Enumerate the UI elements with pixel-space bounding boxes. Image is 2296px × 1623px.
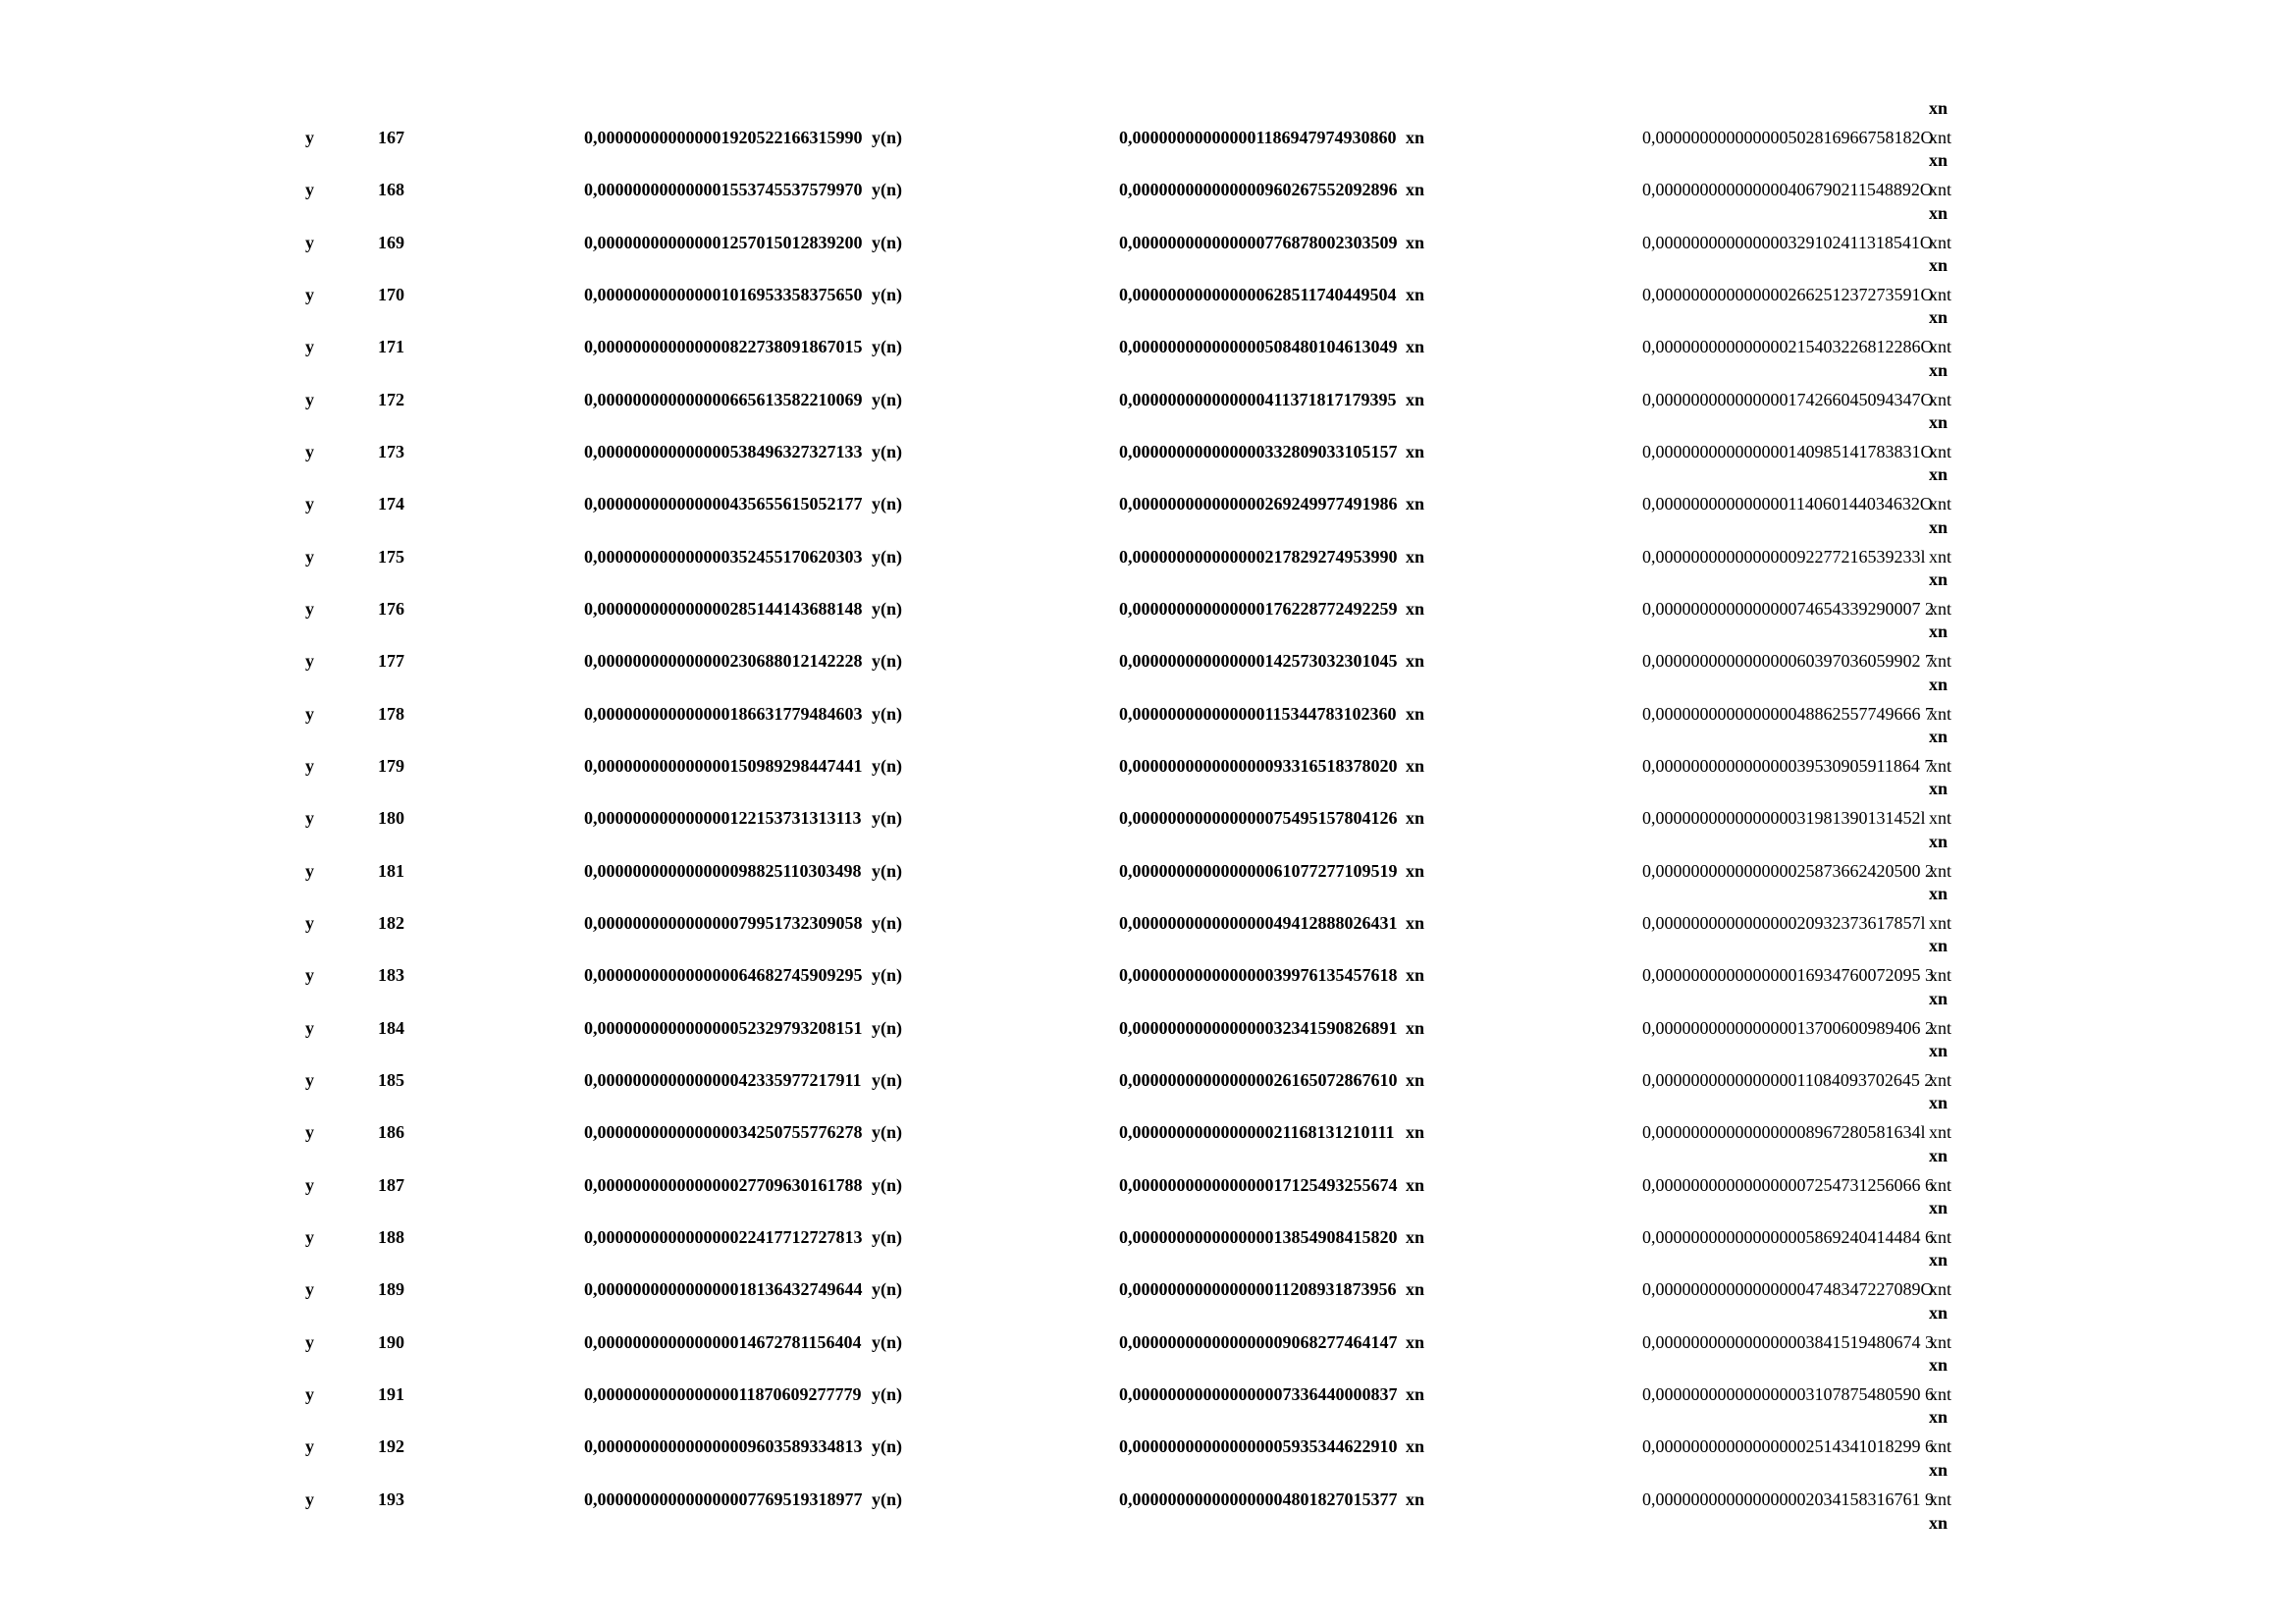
row-index: 188 <box>378 1226 404 1247</box>
xnt-suffix: xnt <box>1929 912 1952 933</box>
xnt-suffix: xnt <box>1929 1122 1952 1143</box>
xn-label: xn <box>1929 150 1949 171</box>
yn-suffix: y(n) <box>872 546 902 567</box>
xnt-suffix: xnt <box>1929 284 1952 304</box>
xn-value: 0,000000000000000026165072867610 <box>1119 1069 1398 1090</box>
yn-suffix: y(n) <box>872 651 902 672</box>
xn-suffix: xn <box>1406 441 1425 461</box>
xn-label: xn <box>1929 1093 1949 1113</box>
xnt-suffix: xnt <box>1929 1069 1952 1090</box>
row-y-label: y <box>305 703 314 724</box>
yn-suffix: y(n) <box>872 703 902 724</box>
xnt-suffix: xnt <box>1929 860 1952 881</box>
row-index: 180 <box>378 808 404 829</box>
yn-value: 0,000000000000000435655615052177 <box>584 494 863 514</box>
xn-label: xn <box>1929 1145 1949 1165</box>
yn-suffix: y(n) <box>872 912 902 933</box>
table-row <box>0 694 2296 733</box>
row-y-label: y <box>305 546 314 567</box>
xnt-suffix: xnt <box>1929 441 1952 461</box>
xn-value: 0,000000000000000013854908415820 <box>1119 1226 1398 1247</box>
xnt-suffix: xnt <box>1929 598 1952 619</box>
row-y-label: y <box>305 860 314 881</box>
row-index: 193 <box>378 1488 404 1509</box>
yn-value: 0,000000000000001920522166315990 <box>584 128 863 147</box>
xnt-value: 0,000000000000000008967280581634l <box>1642 1122 1926 1143</box>
xnt-value: 0,000000000000000406790211548892O <box>1642 180 1933 200</box>
xnt-value: 0,000000000000000266251237273591O <box>1642 284 1934 304</box>
xn-suffix: xn <box>1406 1436 1425 1457</box>
row-index: 171 <box>378 337 404 357</box>
xnt-suffix: xnt <box>1929 703 1952 724</box>
table-row <box>0 1427 2296 1466</box>
xn-value: 0,000000000000000061077277109519 <box>1119 860 1398 881</box>
row-y-label: y <box>305 232 314 252</box>
row-y-label: y <box>305 1383 314 1404</box>
xn-value: 0,000000000000000005935344622910 <box>1119 1436 1398 1457</box>
xn-value: 0,000000000000000049412888026431 <box>1119 912 1398 933</box>
yn-suffix: y(n) <box>872 1279 902 1300</box>
xn-value: 0,000000000000000776878002303509 <box>1119 232 1398 252</box>
xnt-suffix: xnt <box>1929 965 1952 986</box>
yn-suffix: y(n) <box>872 1017 902 1038</box>
xn-suffix: xn <box>1406 1226 1425 1247</box>
row-index: 168 <box>378 180 404 200</box>
yn-suffix: y(n) <box>872 494 902 514</box>
xnt-value: 0,000000000000000025873662420500 2 <box>1642 860 1934 881</box>
yn-value: 0,000000000000001016953358375650 <box>584 284 863 304</box>
table-row <box>0 1480 2296 1519</box>
yn-value: 0,000000000000000042335977217911 <box>584 1069 862 1090</box>
xn-label: xn <box>1929 1040 1949 1060</box>
xn-label: xn <box>1929 254 1949 275</box>
row-index: 167 <box>378 128 404 147</box>
xn-suffix: xn <box>1406 1331 1425 1352</box>
xn-suffix: xn <box>1406 651 1425 672</box>
table-row <box>0 1008 2296 1048</box>
row-y-label: y <box>305 1017 314 1038</box>
yn-suffix: y(n) <box>872 1122 902 1143</box>
table-row <box>0 170 2296 209</box>
row-index: 187 <box>378 1174 404 1195</box>
row-y-label: y <box>305 1279 314 1300</box>
xn-label: xn <box>1929 307 1949 328</box>
xn-value: 0,000000000000000115344783102360 <box>1119 703 1397 724</box>
yn-value: 0,000000000000000538496327327133 <box>584 441 863 461</box>
yn-value: 0,000000000000000007769519318977 <box>584 1488 863 1509</box>
xn-value: 0,000000000000000960267552092896 <box>1119 180 1398 200</box>
row-index: 189 <box>378 1279 404 1300</box>
xnt-suffix: xnt <box>1929 1488 1952 1509</box>
row-y-label: y <box>305 912 314 933</box>
row-index: 174 <box>378 494 404 514</box>
xnt-suffix: xnt <box>1929 1436 1952 1457</box>
row-index: 169 <box>378 232 404 252</box>
xn-label: xn <box>1929 359 1949 380</box>
row-y-label: y <box>305 1331 314 1352</box>
xn-value: 0,000000000000000628511740449504 <box>1119 284 1397 304</box>
xnt-suffix: xnt <box>1929 232 1952 252</box>
xn-label: xn <box>1929 1459 1949 1480</box>
row-y-label: y <box>305 180 314 200</box>
xnt-suffix: xnt <box>1929 1383 1952 1404</box>
xn-suffix: xn <box>1406 1383 1425 1404</box>
xnt-suffix: xnt <box>1929 546 1952 567</box>
xn-suffix: xn <box>1406 389 1425 409</box>
row-index: 176 <box>378 598 404 619</box>
row-y-label: y <box>305 441 314 461</box>
xnt-suffix: xnt <box>1929 494 1952 514</box>
xnt-value: 0,000000000000000003107875480590 6 <box>1642 1383 1934 1404</box>
row-index: 192 <box>378 1436 404 1457</box>
yn-value: 0,000000000000000018136432749644 <box>584 1279 863 1300</box>
row-y-label: y <box>305 1069 314 1090</box>
row-y-label: y <box>305 389 314 409</box>
xn-suffix: xn <box>1406 232 1425 252</box>
xn-value: 0,000000000000000017125493255674 <box>1119 1174 1398 1195</box>
yn-suffix: y(n) <box>872 180 902 200</box>
xnt-value: 0,000000000000000016934760072095 3 <box>1642 965 1934 986</box>
xnt-suffix: xnt <box>1929 1331 1952 1352</box>
row-y-label: y <box>305 1174 314 1195</box>
table-row <box>0 1060 2296 1100</box>
yn-suffix: y(n) <box>872 337 902 357</box>
yn-value: 0,000000000000000022417712727813 <box>584 1226 863 1247</box>
table-row <box>0 537 2296 576</box>
xn-suffix: xn <box>1406 965 1425 986</box>
xnt-value: 0,000000000000000013700600989406 2 <box>1642 1017 1934 1038</box>
xn-value: 0,000000000000000007336440000837 <box>1119 1383 1398 1404</box>
row-index: 186 <box>378 1122 404 1143</box>
xnt-value: 0,000000000000000114060144034632O <box>1642 494 1933 514</box>
yn-value: 0,000000000000001257015012839200 <box>584 232 863 252</box>
xnt-suffix: xnt <box>1929 128 1952 147</box>
row-index: 181 <box>378 860 404 881</box>
row-y-label: y <box>305 808 314 829</box>
row-y-label: y <box>305 494 314 514</box>
row-y-label: y <box>305 1436 314 1457</box>
yn-value: 0,000000000000000011870609277779 <box>584 1383 862 1404</box>
xn-suffix: xn <box>1406 1488 1425 1509</box>
yn-value: 0,000000000000000079951732309058 <box>584 912 863 933</box>
xnt-suffix: xnt <box>1929 651 1952 672</box>
xnt-suffix: xnt <box>1929 1174 1952 1195</box>
yn-value: 0,000000000000000822738091867015 <box>584 337 863 357</box>
row-index: 172 <box>378 389 404 409</box>
xn-value: 0,000000000000000093316518378020 <box>1119 755 1398 776</box>
yn-suffix: y(n) <box>872 1331 902 1352</box>
xn-label: xn <box>1929 1354 1949 1375</box>
row-y-label: y <box>305 128 314 147</box>
xn-suffix: xn <box>1406 598 1425 619</box>
xn-suffix: xn <box>1406 703 1425 724</box>
xn-label: xn <box>1929 1512 1949 1533</box>
xn-value: 0,000000000000000021168131210111 <box>1119 1122 1395 1143</box>
xnt-suffix: xnt <box>1929 389 1952 409</box>
yn-value: 0,000000000000000009603589334813 <box>584 1436 863 1457</box>
table-row <box>0 746 2296 785</box>
xnt-value: 0,000000000000000502816966758182O <box>1642 128 1934 147</box>
xn-suffix: xn <box>1406 180 1425 200</box>
xnt-value: 0,000000000000000074654339290007 2 <box>1642 598 1934 619</box>
xn-value: 0,000000000000000032341590826891 <box>1119 1017 1398 1038</box>
xn-value: 0,000000000000000411371817179395 <box>1119 389 1397 409</box>
xnt-value: 0,000000000000000007254731256066 6 <box>1642 1174 1934 1195</box>
xnt-suffix: xnt <box>1929 180 1952 200</box>
xn-suffix: xn <box>1406 1122 1425 1143</box>
xn-suffix: xn <box>1406 755 1425 776</box>
table-row <box>0 851 2296 891</box>
xn-label: xn <box>1929 779 1949 799</box>
yn-suffix: y(n) <box>872 598 902 619</box>
yn-suffix: y(n) <box>872 1488 902 1509</box>
yn-value: 0,000000000000000052329793208151 <box>584 1017 863 1038</box>
row-index: 183 <box>378 965 404 986</box>
xn-label: xn <box>1929 1407 1949 1428</box>
row-y-label: y <box>305 598 314 619</box>
xnt-value: 0,000000000000000039530905911864 7 <box>1642 755 1934 776</box>
xnt-suffix: xnt <box>1929 808 1952 829</box>
yn-suffix: y(n) <box>872 284 902 304</box>
yn-value: 0,000000000000001553745537579970 <box>584 180 863 200</box>
row-y-label: y <box>305 965 314 986</box>
xnt-suffix: xnt <box>1929 337 1952 357</box>
xnt-suffix: xnt <box>1929 755 1952 776</box>
xn-suffix: xn <box>1406 546 1425 567</box>
row-index: 190 <box>378 1331 404 1352</box>
xnt-value: 0,000000000000000002514341018299 6 <box>1642 1436 1934 1457</box>
row-y-label: y <box>305 284 314 304</box>
yn-value: 0,000000000000000064682745909295 <box>584 965 863 986</box>
xn-label: xn <box>1929 568 1949 589</box>
xnt-value: 0,000000000000000140985141783831O <box>1642 441 1934 461</box>
xn-label: xn <box>1929 674 1949 694</box>
xn-suffix: xn <box>1406 494 1425 514</box>
xn-label: xn <box>1929 98 1949 118</box>
table-row <box>0 955 2296 995</box>
row-index: 185 <box>378 1069 404 1090</box>
xn-value: 0,000000000000000176228772492259 <box>1119 598 1398 619</box>
xn-suffix: xn <box>1406 808 1425 829</box>
table-row <box>0 223 2296 262</box>
yn-suffix: y(n) <box>872 965 902 986</box>
xn-label: xn <box>1929 1197 1949 1217</box>
row-index: 184 <box>378 1017 404 1038</box>
xn-label: xn <box>1929 622 1949 642</box>
xnt-value: 0,000000000000000005869240414484 6 <box>1642 1226 1934 1247</box>
xn-label: xn <box>1929 831 1949 851</box>
table-row <box>0 589 2296 628</box>
yn-value: 0,000000000000000285144143688148 <box>584 598 863 619</box>
table-row <box>0 327 2296 366</box>
yn-suffix: y(n) <box>872 755 902 776</box>
xnt-value: 0,000000000000000020932373617857l <box>1642 912 1926 933</box>
row-index: 173 <box>378 441 404 461</box>
xn-label: xn <box>1929 936 1949 956</box>
row-index: 191 <box>378 1383 404 1404</box>
xn-label: xn <box>1929 1302 1949 1323</box>
table-row <box>0 380 2296 419</box>
table-row <box>0 1217 2296 1257</box>
table-row <box>0 1375 2296 1414</box>
yn-suffix: y(n) <box>872 1436 902 1457</box>
xnt-suffix: xnt <box>1929 1279 1952 1300</box>
xn-value: 0,000000000000000004801827015377 <box>1119 1488 1398 1509</box>
xn-suffix: xn <box>1406 860 1425 881</box>
row-y-label: y <box>305 337 314 357</box>
xn-label: xn <box>1929 464 1949 485</box>
row-y-label: y <box>305 1122 314 1143</box>
xnt-value: 0,000000000000000004748347227089O <box>1642 1279 1934 1300</box>
table-row <box>0 484 2296 523</box>
row-y-label: y <box>305 755 314 776</box>
xn-value: 0,000000000000000039976135457618 <box>1119 965 1398 986</box>
xnt-value: 0,000000000000000174266045094347O <box>1642 389 1934 409</box>
yn-value: 0,000000000000000665613582210069 <box>584 389 863 409</box>
table-row <box>0 118 2296 157</box>
xnt-value: 0,000000000000000048862557749666 7 <box>1642 703 1934 724</box>
row-y-label: y <box>305 1488 314 1509</box>
xn-suffix: xn <box>1406 1017 1425 1038</box>
xn-value: 0,000000000000000508480104613049 <box>1119 337 1398 357</box>
xnt-value: 0,000000000000000092277216539233l <box>1642 546 1926 567</box>
xn-label: xn <box>1929 516 1949 537</box>
xn-value: 0,000000000000000009068277464147 <box>1119 1331 1398 1352</box>
yn-value: 0,000000000000000098825110303498 <box>584 860 862 881</box>
row-index: 178 <box>378 703 404 724</box>
yn-value: 0,000000000000000186631779484603 <box>584 703 863 724</box>
yn-suffix: y(n) <box>872 1226 902 1247</box>
table-row <box>0 903 2296 943</box>
yn-suffix: y(n) <box>872 1383 902 1404</box>
row-index: 182 <box>378 912 404 933</box>
row-index: 175 <box>378 546 404 567</box>
yn-suffix: y(n) <box>872 860 902 881</box>
xnt-suffix: xnt <box>1929 1017 1952 1038</box>
row-index: 177 <box>378 651 404 672</box>
yn-suffix: y(n) <box>872 128 902 147</box>
xn-suffix: xn <box>1406 337 1425 357</box>
table-row <box>0 1165 2296 1205</box>
xn-value: 0,000000000000000269249977491986 <box>1119 494 1398 514</box>
table-row <box>0 1270 2296 1309</box>
xn-value: 0,000000000000000217829274953990 <box>1119 546 1398 567</box>
xn-suffix: xn <box>1406 1279 1425 1300</box>
xn-value: 0,000000000000000142573032301045 <box>1119 651 1398 672</box>
table-row <box>0 275 2296 314</box>
yn-value: 0,000000000000000352455170620303 <box>584 546 863 567</box>
yn-value: 0,000000000000000034250755776278 <box>584 1122 863 1143</box>
table-row <box>0 798 2296 838</box>
xn-suffix: xn <box>1406 1069 1425 1090</box>
yn-value: 0,000000000000000027709630161788 <box>584 1174 863 1195</box>
row-y-label: y <box>305 651 314 672</box>
yn-value: 0,000000000000000230688012142228 <box>584 651 863 672</box>
xn-suffix: xn <box>1406 128 1425 147</box>
yn-value: 0,000000000000000014672781156404 <box>584 1331 862 1352</box>
xnt-value: 0,000000000000000060397036059902 7 <box>1642 651 1934 672</box>
yn-suffix: y(n) <box>872 232 902 252</box>
xn-label: xn <box>1929 411 1949 432</box>
xn-label: xn <box>1929 726 1949 746</box>
xn-value: 0,000000000000001186947974930860 <box>1119 128 1397 147</box>
table-row <box>0 1323 2296 1362</box>
xn-suffix: xn <box>1406 912 1425 933</box>
xn-value: 0,000000000000000332809033105157 <box>1119 441 1398 461</box>
xn-label: xn <box>1929 883 1949 903</box>
xnt-value: 0,000000000000000003841519480674 3 <box>1642 1331 1934 1352</box>
row-index: 179 <box>378 755 404 776</box>
xn-suffix: xn <box>1406 1174 1425 1195</box>
table-row <box>0 1112 2296 1152</box>
xn-label: xn <box>1929 1250 1949 1271</box>
xnt-value: 0,000000000000000031981390131452l <box>1642 808 1926 829</box>
xn-label: xn <box>1929 202 1949 223</box>
yn-suffix: y(n) <box>872 441 902 461</box>
xn-value: 0,000000000000000075495157804126 <box>1119 808 1398 829</box>
table-row <box>0 641 2296 680</box>
yn-suffix: y(n) <box>872 1174 902 1195</box>
xn-label: xn <box>1929 988 1949 1008</box>
yn-suffix: y(n) <box>872 808 902 829</box>
xnt-value: 0,000000000000000329102411318541O <box>1642 232 1933 252</box>
yn-value: 0,000000000000000122153731313113 <box>584 808 862 829</box>
yn-suffix: y(n) <box>872 389 902 409</box>
xnt-value: 0,000000000000000002034158316761 9 <box>1642 1488 1934 1509</box>
yn-suffix: y(n) <box>872 1069 902 1090</box>
row-index: 170 <box>378 284 404 304</box>
xnt-value: 0,000000000000000011084093702645 2 <box>1642 1069 1934 1090</box>
xn-value: 0,000000000000000011208931873956 <box>1119 1279 1397 1300</box>
xnt-suffix: xnt <box>1929 1226 1952 1247</box>
yn-value: 0,000000000000000150989298447441 <box>584 755 863 776</box>
xnt-value: 0,000000000000000215403226812286O <box>1642 337 1934 357</box>
table-row <box>0 432 2296 471</box>
xn-suffix: xn <box>1406 284 1425 304</box>
row-y-label: y <box>305 1226 314 1247</box>
